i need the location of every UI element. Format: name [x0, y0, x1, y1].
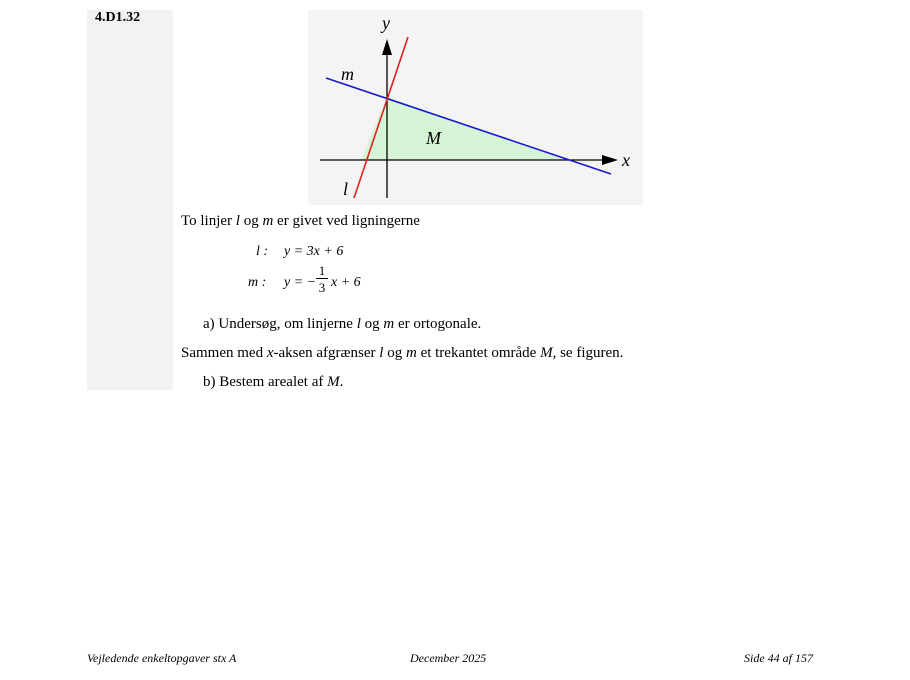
figure-svg — [308, 10, 643, 205]
figure-lines-triangle — [308, 10, 643, 205]
fraction-bar — [316, 278, 328, 279]
fraction-numerator: 1 — [318, 263, 326, 278]
line-m-label: m — [341, 64, 354, 84]
equation-m-label: m : — [248, 275, 267, 290]
equation-m-fraction — [316, 263, 328, 295]
equation-m-tail: x + 6 — [331, 275, 361, 290]
footer-center: December 2025 — [410, 651, 487, 665]
question-b: b) Bestem arealet af M. — [203, 374, 344, 390]
footer-right: Side 44 af 157 — [744, 651, 813, 665]
equation-m-lhs: y = − — [284, 275, 317, 290]
task-id: 4.D1.32 — [95, 10, 141, 25]
intro-text: To linjer l og m er givet ved ligningerne — [181, 213, 420, 229]
region-m-label: M — [426, 128, 441, 148]
x-axis-arrow — [602, 155, 618, 165]
region-m — [361, 97, 570, 160]
equation-l: y = 3x + 6 — [284, 244, 344, 259]
context-text: Sammen med x-aksen afgrænser l og m et trekantet område M, se figuren. — [181, 345, 624, 361]
question-a: a) Undersøg, om linjerne l og m er ortogonale. — [203, 316, 482, 332]
fraction-denominator: 3 — [318, 280, 326, 295]
task-label-column — [87, 10, 173, 390]
line-l-label: l — [343, 179, 349, 199]
equation-l-label: l : — [256, 244, 269, 259]
y-axis-arrow — [382, 39, 392, 55]
x-axis-label: x — [622, 150, 630, 170]
footer-left: Vejledende enkeltopgaver stx A — [87, 651, 237, 665]
y-axis-label: y — [382, 13, 390, 33]
